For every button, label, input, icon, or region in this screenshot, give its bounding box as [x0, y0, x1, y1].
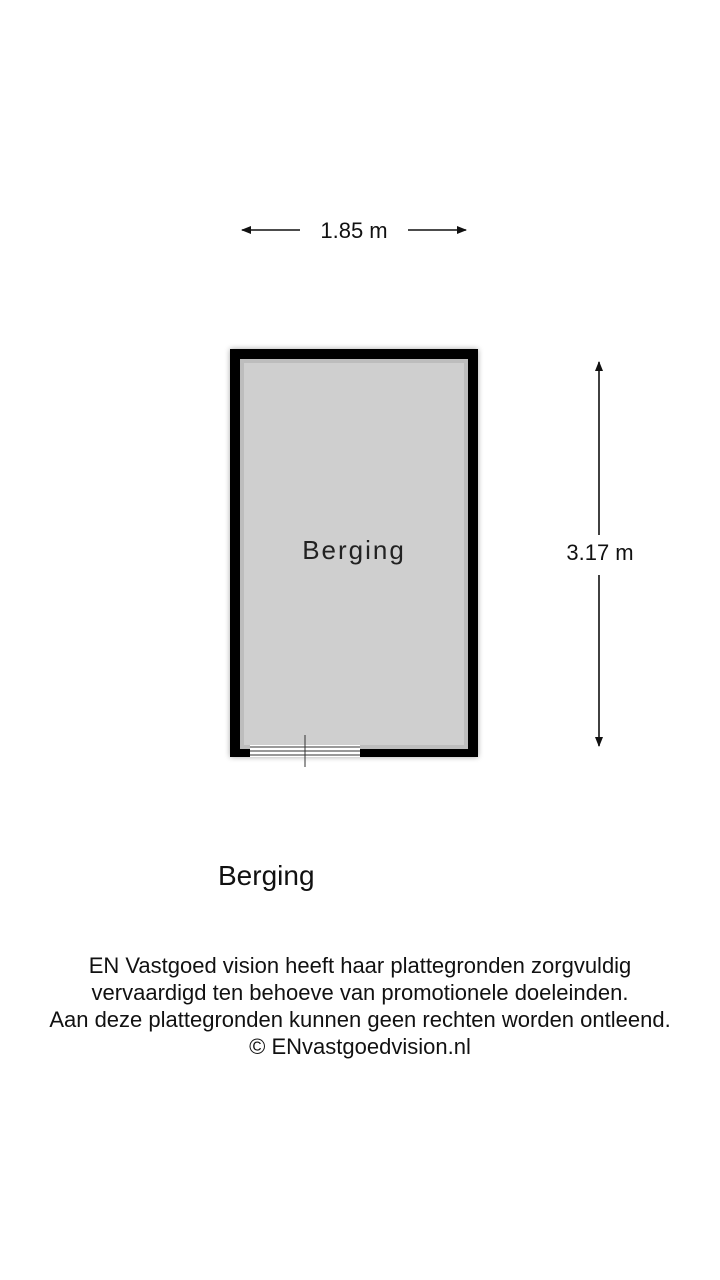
disclaimer-line-2: vervaardigd ten behoeve van promotionele doeleinden. — [91, 980, 629, 1005]
copyright-line: © ENvastgoedvision.nl — [249, 1034, 471, 1059]
disclaimer — [0, 952, 720, 1060]
room-label: Berging — [302, 535, 406, 565]
width-dimension-label: 1.85 m — [300, 218, 408, 244]
height-dimension-label: 3.17 m — [555, 540, 645, 566]
disclaimer-line-3: Aan deze plattegronden kunnen geen rechten worden ontleend. — [49, 1007, 671, 1032]
disclaimer-line-1: EN Vastgoed vision heeft haar plattegronden zorgvuldig — [88, 953, 632, 978]
floorplan-title: Berging — [218, 860, 315, 891]
